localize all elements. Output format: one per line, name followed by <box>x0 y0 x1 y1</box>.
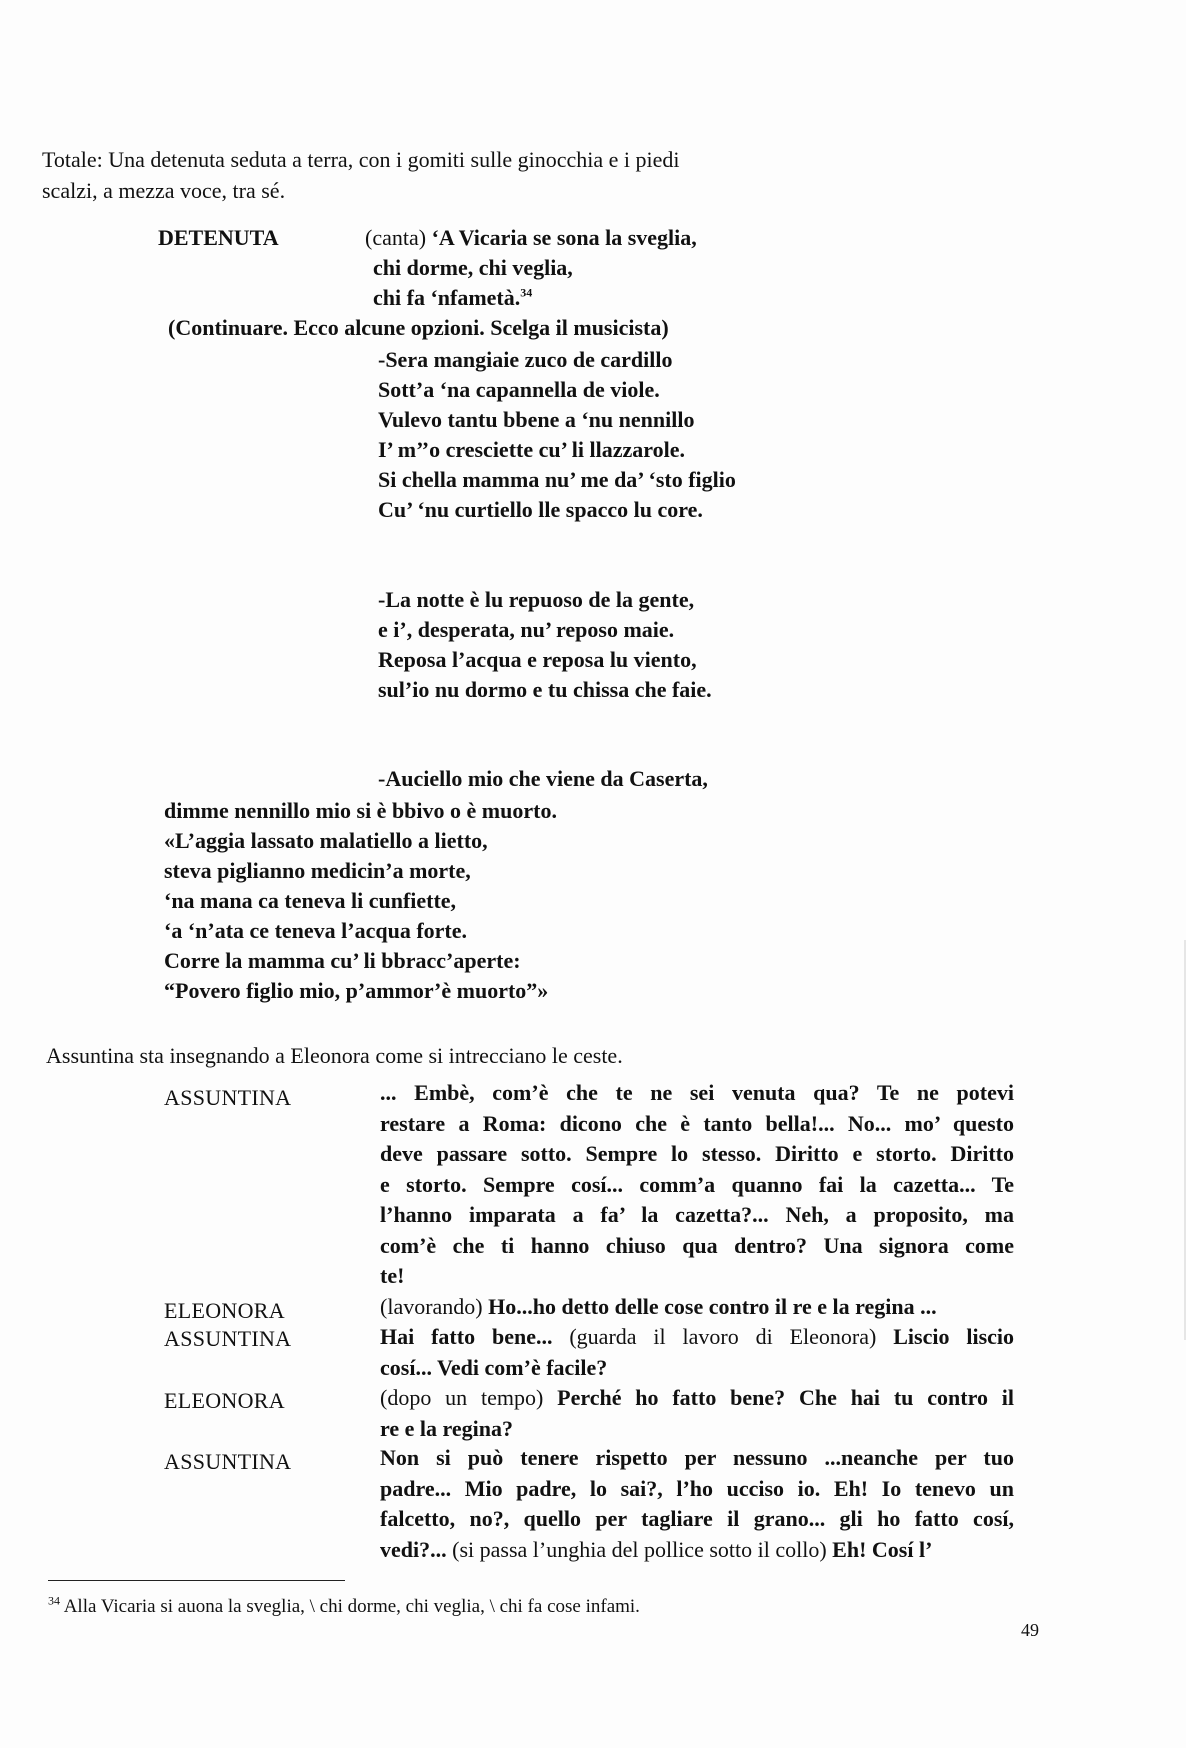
speech-text: deve passare sotto. Sempre lo stesso. Diritto e storto. Diritto <box>380 1141 1014 1166</box>
speech-line <box>380 1443 1014 1474</box>
speech-line <box>380 1535 1014 1566</box>
speech-line <box>380 1414 1014 1445</box>
song-line: chi fa ‘nfametà. <box>373 285 521 310</box>
verse-line: steva piglianno medicin’a morte, <box>164 858 471 883</box>
verse-line: ‘na mana ca teneva li cunfiette, <box>164 888 457 913</box>
verse-line: ‘a ‘n’ata ce teneva l’acqua forte. <box>164 918 468 943</box>
speech-block <box>380 1292 1014 1323</box>
verse-line: dimme nennillo mio si è bbivo o è muorto. <box>164 798 557 823</box>
footnote-rule <box>48 1580 345 1581</box>
speech-line <box>380 1200 1014 1231</box>
speech-text: Perché ho fatto bene? Che hai tu contro il <box>557 1385 1014 1410</box>
speech-text: Liscio liscio <box>893 1324 1014 1349</box>
speech-line <box>380 1170 1014 1201</box>
verse-line: Cu’ ‘nu curtiello lle spacco lu core. <box>378 497 703 522</box>
speech-text: e storto. Sempre cosí... comm’a quanno fai la cazetta... Te <box>380 1171 1014 1197</box>
song-stage-direction: (canta) <box>365 225 427 250</box>
speech-line <box>380 1139 1014 1170</box>
speech-text: falcetto, no?, quello per tagliare il grano... gli ho fatto cosí, <box>380 1506 1014 1531</box>
verse-line: -Sera mangiaie zuco de cardillo <box>378 347 673 372</box>
speech-line <box>380 1292 1014 1323</box>
speech-text: Eh! Cosí l’ <box>832 1536 933 1562</box>
verse-line: e i’, desperata, nu’ reposo maie. <box>378 617 675 642</box>
speech-text: Hai fatto bene... <box>380 1324 570 1349</box>
verse-line: -La notte è lu repuoso de la gente, <box>378 587 695 612</box>
speech-line <box>380 1261 1014 1292</box>
verse-line: “Povero figlio mio, p’ammor’è muorto”» <box>164 978 549 1003</box>
footnote-marker: 34 <box>520 285 533 300</box>
speech-block <box>380 1322 1014 1383</box>
speech-text: padre... Mio padre, lo sai?, l’ho ucciso io. Eh! Io tenevo un <box>380 1475 1014 1501</box>
speech-block <box>380 1443 1014 1565</box>
inline-stage-direction: (dopo un tempo) <box>380 1385 558 1410</box>
verse-line: Corre la mamma cu’ li bbracc’aperte: <box>164 948 521 973</box>
speech-text: ... Embè, com’è che te ne sei venuta qua? Te ne potevi <box>380 1080 1014 1105</box>
speech-text: Non si può tenere rispetto per nessuno ...neanche per tuo <box>380 1445 1014 1470</box>
speech-line <box>380 1474 1014 1505</box>
verse-line: Vulevo tantu bbene a ‘nu nennillo <box>378 407 695 432</box>
stage-direction-intro-line-2: scalzi, a mezza voce, tra sé. <box>42 178 286 203</box>
speech-line <box>380 1109 1014 1140</box>
speech-text: com’è che ti hanno chiuso qua dentro? Una signora come <box>380 1232 1014 1258</box>
page-number: 49 <box>1021 1620 1039 1640</box>
speech-block <box>380 1383 1014 1444</box>
speaker-eleonora: ELEONORA <box>164 1388 285 1413</box>
verse-line: I’ m’’o cresciette cu’ li llazzarole. <box>378 437 686 462</box>
stanza-1 <box>378 345 736 525</box>
footnote <box>48 1593 640 1618</box>
speech-line <box>380 1078 1014 1109</box>
verse-line: Sott’a ‘na capannella de viole. <box>378 377 660 402</box>
verse-line: sul’io nu dormo e tu chissa che faie. <box>378 677 712 702</box>
inline-stage-direction: (lavorando) <box>380 1294 489 1319</box>
speech-text: l’hanno imparata a fa’ la cazetta?... Neh, a proposito, ma <box>380 1202 1014 1227</box>
musician-direction: (Continuare. Ecco alcune opzioni. Scelga il musicista) <box>168 315 669 340</box>
song-line: chi dorme, chi veglia, <box>373 255 573 280</box>
speech-line <box>380 1383 1014 1414</box>
inline-stage-direction: (si passa l’unghia del pollice sotto il collo) <box>452 1536 833 1562</box>
stage-direction-scene: Assuntina sta insegnando a Eleonora come si intrecciano le ceste. <box>46 1043 623 1068</box>
song-line: ‘A Vicaria se sona la sveglia, <box>431 225 697 250</box>
speaker-detenuta: DETENUTA <box>158 225 279 250</box>
verse-line: «L’aggia lassato malatiello a lietto, <box>164 828 488 853</box>
speech-line <box>380 1231 1014 1262</box>
speech-text: Ho...ho detto delle cose contro il re e la regina ... <box>488 1294 937 1319</box>
speech-text: vedi?... <box>380 1536 453 1562</box>
speaker-eleonora: ELEONORA <box>164 1298 285 1323</box>
song-first-line <box>365 225 697 251</box>
verse-line: Si chella mamma nu’ me da’ ‘sto figlio <box>378 467 736 492</box>
speech-line <box>380 1322 1014 1353</box>
stage-direction-intro-line-1: Totale: Una detenuta seduta a terra, con i gomiti sulle ginocchia e i piedi <box>42 147 680 172</box>
footnote-number: 34 <box>48 1593 60 1608</box>
speaker-assuntina: ASSUNTINA <box>164 1326 292 1351</box>
speech-text: re e la regina? <box>380 1415 513 1441</box>
footnote-text: Alla Vicaria si auona la sveglia, \ chi dorme, chi veglia, \ chi fa cose infami. <box>63 1596 640 1617</box>
speech-line <box>380 1504 1014 1535</box>
stanza-3 <box>164 796 557 1006</box>
speech-text: restare a Roma: dicono che è tanto bella!... No... mo’ questo <box>380 1110 1014 1136</box>
verse-line: Reposa l’acqua e reposa lu viento, <box>378 647 697 672</box>
speech-line <box>380 1353 1014 1384</box>
speaker-assuntina: ASSUNTINA <box>164 1449 292 1474</box>
stanza-2 <box>378 585 712 705</box>
speaker-assuntina: ASSUNTINA <box>164 1085 292 1110</box>
song-line-with-note <box>373 285 532 311</box>
inline-stage-direction: (guarda il lavoro di Eleonora) <box>569 1324 894 1349</box>
verse-line: -Auciello mio che viene da Caserta, <box>378 766 708 791</box>
speech-block <box>380 1078 1014 1292</box>
speech-text: te! <box>380 1263 405 1288</box>
speech-text: cosí... Vedi com’è facile? <box>380 1354 608 1380</box>
